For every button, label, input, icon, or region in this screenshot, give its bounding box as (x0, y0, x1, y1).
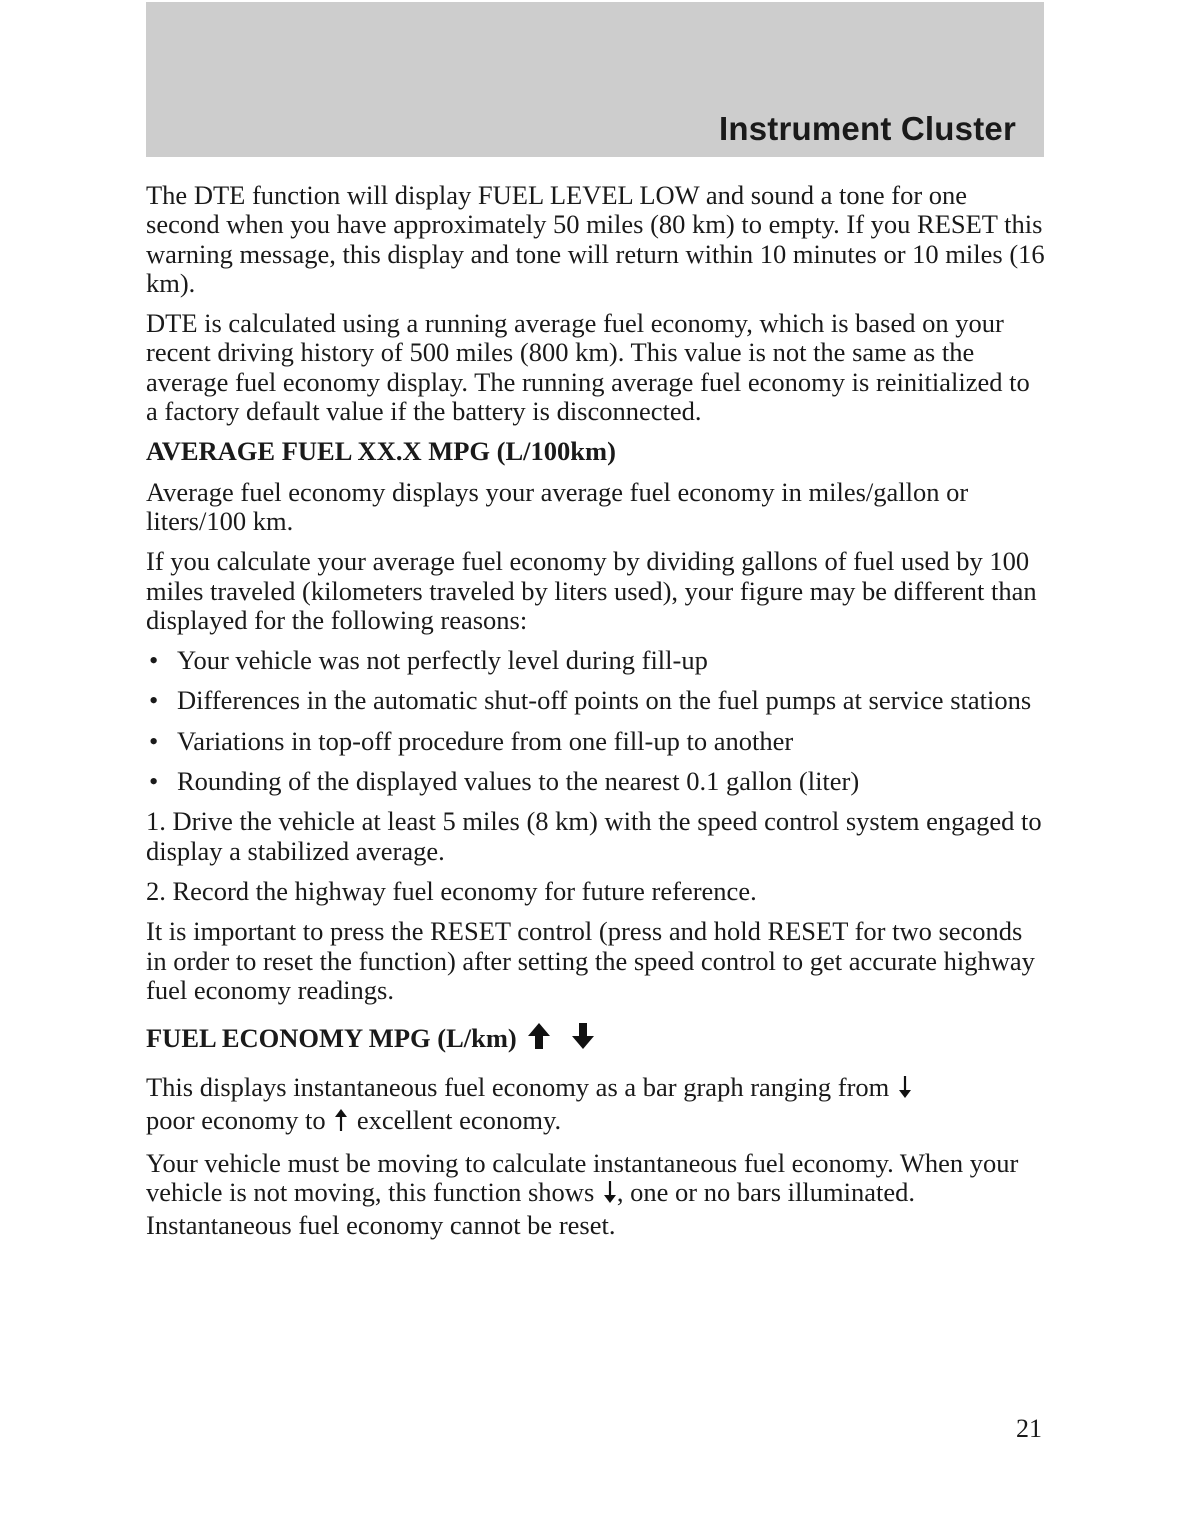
list-item-text: Variations in top-off procedure from one fill-up to another (177, 725, 794, 756)
fuel-economy-heading-row (146, 1021, 1046, 1057)
thin-arrow-up-icon (334, 1108, 348, 1138)
average-fuel-paragraph-2: If you calculate your average fuel economy by dividing gallons of fuel used by 100 miles traveled (kilometers traveled by liters used), your figure may be different than displayed for the following reasons: (146, 546, 1037, 635)
page-body (146, 181, 1046, 1251)
fuel-economy-p1-text-b: poor economy to (146, 1104, 326, 1135)
average-fuel-paragraph-1: Average fuel economy displays your average fuel economy in miles/gallon or liters/100 km. (146, 476, 969, 536)
step-1: 1. Drive the vehicle at least 5 miles (8 km) with the speed control system engaged to display a stabilized average. (146, 806, 1042, 866)
bullet-icon: • (149, 685, 159, 716)
arrow-down-icon (572, 1023, 594, 1049)
step-2: 2. Record the highway fuel economy for future reference. (146, 875, 757, 906)
list-item-text: Differences in the automatic shut-off points on the fuel pumps at service stations (177, 685, 1032, 716)
list-item-text: Rounding of the displayed values to the nearest 0.1 gallon (liter) (177, 766, 860, 797)
list-item (146, 686, 1046, 715)
fuel-economy-paragraph-1 (146, 1073, 1046, 1138)
reset-paragraph: It is important to press the RESET control (press and hold RESET for two seconds in order to reset the function) after setting the speed control to get accurate highway fuel economy readings. (146, 916, 1035, 1005)
bullet-icon: • (149, 725, 159, 756)
dte-paragraph-1: The DTE function will display FUEL LEVEL LOW and sound a tone for one second when you have approximately 50 miles (80 km) to empty. If you RESET this warning message, this display and tone will return within 10 minutes or 10 miles (16 km). (146, 180, 1045, 298)
fuel-economy-p2-text-b: , one or no bars illuminated. Instantaneous fuel economy cannot be reset. (146, 1177, 915, 1240)
fuel-economy-p2-text-a: Your vehicle must be moving to calculate instantaneous fuel economy. When your vehicle is not moving, this function shows (146, 1148, 1019, 1208)
list-item (146, 727, 1046, 756)
fuel-economy-paragraph-2 (146, 1149, 1046, 1240)
bullet-icon: • (149, 645, 159, 676)
arrow-up-icon (528, 1023, 550, 1049)
list-item (146, 767, 1046, 796)
average-fuel-heading: AVERAGE FUEL XX.X MPG (L/100km) (146, 436, 616, 467)
thin-arrow-down-icon (898, 1075, 912, 1105)
list-item-text: Your vehicle was not perfectly level during fill-up (177, 645, 708, 676)
fuel-economy-p1-text-a: This displays instantaneous fuel economy as a bar graph ranging from (146, 1072, 890, 1103)
economy-arrows (527, 1021, 599, 1057)
list-item (146, 646, 1046, 675)
bullet-icon: • (149, 766, 159, 797)
fuel-economy-p1-text-c: excellent economy. (356, 1104, 562, 1135)
section-title: Instrument Cluster (719, 110, 1016, 147)
dte-paragraph-2: DTE is calculated using a running average fuel economy, which is based on your recent driving history of 500 miles (800 km). This value is not the same as the average fuel economy display. The running average fuel economy is reinitialized to a factory default value if the battery is disconnected. (146, 308, 1030, 427)
page-number: 21 (1016, 1414, 1042, 1443)
thin-arrow-down-icon (603, 1180, 617, 1210)
fuel-economy-heading: FUEL ECONOMY MPG (L/km) (146, 1023, 517, 1054)
page-header (146, 2, 1044, 157)
